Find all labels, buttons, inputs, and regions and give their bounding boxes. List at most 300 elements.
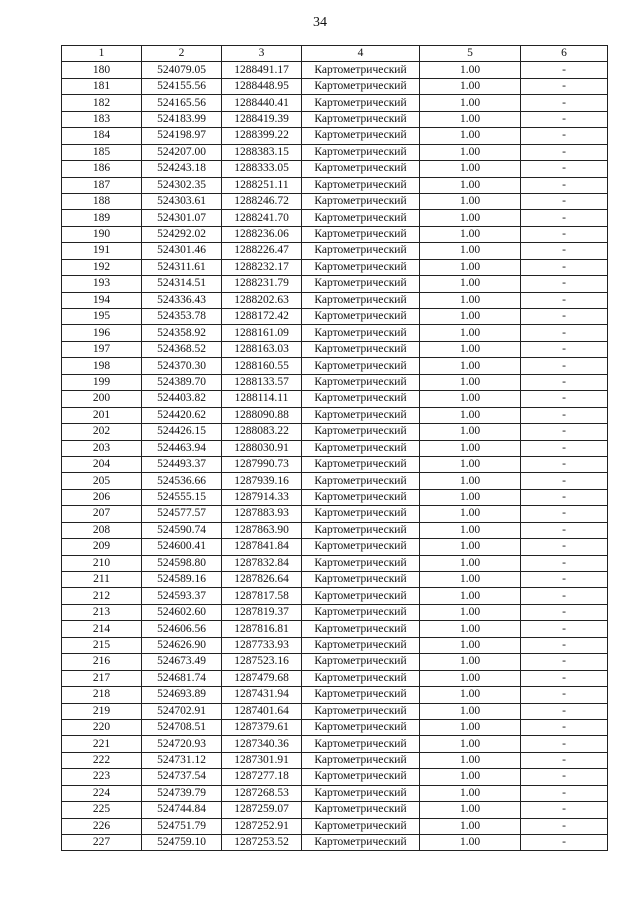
table-body [62, 62, 608, 851]
y-coordinate-cell: 1287819.37 [222, 604, 302, 620]
method-cell: Картометрический [302, 259, 420, 275]
column-header-2: 2 [142, 46, 222, 62]
table-row [62, 785, 608, 801]
note-cell: - [521, 785, 608, 801]
point-number-cell: 180 [62, 62, 142, 78]
note-cell: - [521, 835, 608, 851]
point-number-cell: 186 [62, 161, 142, 177]
table-row [62, 424, 608, 440]
y-coordinate-cell: 1287401.64 [222, 703, 302, 719]
x-coordinate-cell: 524589.16 [142, 572, 222, 588]
point-number-cell: 223 [62, 769, 142, 785]
method-cell: Картометрический [302, 654, 420, 670]
method-cell: Картометрический [302, 210, 420, 226]
method-cell: Картометрический [302, 424, 420, 440]
note-cell: - [521, 506, 608, 522]
point-number-cell: 204 [62, 456, 142, 472]
y-coordinate-cell: 1287816.81 [222, 621, 302, 637]
method-cell: Картометрический [302, 719, 420, 735]
x-coordinate-cell: 524311.61 [142, 259, 222, 275]
method-cell: Картометрический [302, 358, 420, 374]
method-cell: Картометрический [302, 506, 420, 522]
note-cell: - [521, 374, 608, 390]
accuracy-cell: 1.00 [420, 802, 521, 818]
note-cell: - [521, 719, 608, 735]
x-coordinate-cell: 524389.70 [142, 374, 222, 390]
point-number-cell: 199 [62, 374, 142, 390]
accuracy-cell: 1.00 [420, 785, 521, 801]
accuracy-cell: 1.00 [420, 358, 521, 374]
accuracy-cell: 1.00 [420, 703, 521, 719]
x-coordinate-cell: 524079.05 [142, 62, 222, 78]
method-cell: Картометрический [302, 604, 420, 620]
point-number-cell: 201 [62, 407, 142, 423]
x-coordinate-cell: 524602.60 [142, 604, 222, 620]
y-coordinate-cell: 1287340.36 [222, 736, 302, 752]
y-coordinate-cell: 1288251.11 [222, 177, 302, 193]
accuracy-cell: 1.00 [420, 473, 521, 489]
method-cell: Картометрический [302, 193, 420, 209]
y-coordinate-cell: 1288160.55 [222, 358, 302, 374]
table-row [62, 522, 608, 538]
accuracy-cell: 1.00 [420, 752, 521, 768]
method-cell: Картометрический [302, 802, 420, 818]
table-row [62, 144, 608, 160]
x-coordinate-cell: 524751.79 [142, 818, 222, 834]
note-cell: - [521, 128, 608, 144]
y-coordinate-cell: 1287990.73 [222, 456, 302, 472]
x-coordinate-cell: 524403.82 [142, 391, 222, 407]
table-row [62, 539, 608, 555]
accuracy-cell: 1.00 [420, 111, 521, 127]
x-coordinate-cell: 524165.56 [142, 95, 222, 111]
method-cell: Картометрический [302, 473, 420, 489]
x-coordinate-cell: 524626.90 [142, 637, 222, 653]
table-row [62, 687, 608, 703]
x-coordinate-cell: 524593.37 [142, 588, 222, 604]
method-cell: Картометрический [302, 440, 420, 456]
y-coordinate-cell: 1287863.90 [222, 522, 302, 538]
x-coordinate-cell: 524420.62 [142, 407, 222, 423]
y-coordinate-cell: 1288030.91 [222, 440, 302, 456]
accuracy-cell: 1.00 [420, 424, 521, 440]
point-number-cell: 195 [62, 309, 142, 325]
note-cell: - [521, 473, 608, 489]
x-coordinate-cell: 524370.30 [142, 358, 222, 374]
y-coordinate-cell: 1288172.42 [222, 309, 302, 325]
y-coordinate-cell: 1287733.93 [222, 637, 302, 653]
note-cell: - [521, 654, 608, 670]
note-cell: - [521, 111, 608, 127]
point-number-cell: 209 [62, 539, 142, 555]
point-number-cell: 190 [62, 226, 142, 242]
y-coordinate-cell: 1287301.91 [222, 752, 302, 768]
accuracy-cell: 1.00 [420, 719, 521, 735]
note-cell: - [521, 391, 608, 407]
y-coordinate-cell: 1288241.70 [222, 210, 302, 226]
note-cell: - [521, 736, 608, 752]
method-cell: Картометрический [302, 325, 420, 341]
method-cell: Картометрический [302, 309, 420, 325]
point-number-cell: 205 [62, 473, 142, 489]
table-row [62, 769, 608, 785]
note-cell: - [521, 522, 608, 538]
accuracy-cell: 1.00 [420, 161, 521, 177]
note-cell: - [521, 572, 608, 588]
method-cell: Картометрический [302, 736, 420, 752]
y-coordinate-cell: 1287268.53 [222, 785, 302, 801]
accuracy-cell: 1.00 [420, 325, 521, 341]
x-coordinate-cell: 524301.46 [142, 243, 222, 259]
x-coordinate-cell: 524155.56 [142, 78, 222, 94]
note-cell: - [521, 358, 608, 374]
y-coordinate-cell: 1288399.22 [222, 128, 302, 144]
accuracy-cell: 1.00 [420, 687, 521, 703]
note-cell: - [521, 588, 608, 604]
table-row [62, 243, 608, 259]
note-cell: - [521, 193, 608, 209]
table-row [62, 555, 608, 571]
note-cell: - [521, 539, 608, 555]
point-number-cell: 220 [62, 719, 142, 735]
note-cell: - [521, 670, 608, 686]
accuracy-cell: 1.00 [420, 818, 521, 834]
note-cell: - [521, 341, 608, 357]
table-row [62, 210, 608, 226]
point-number-cell: 218 [62, 687, 142, 703]
point-number-cell: 182 [62, 95, 142, 111]
point-number-cell: 210 [62, 555, 142, 571]
y-coordinate-cell: 1288161.09 [222, 325, 302, 341]
note-cell: - [521, 456, 608, 472]
point-number-cell: 214 [62, 621, 142, 637]
note-cell: - [521, 226, 608, 242]
y-coordinate-cell: 1288133.57 [222, 374, 302, 390]
accuracy-cell: 1.00 [420, 391, 521, 407]
y-coordinate-cell: 1287832.84 [222, 555, 302, 571]
header-row [62, 46, 608, 62]
accuracy-cell: 1.00 [420, 259, 521, 275]
y-coordinate-cell: 1287817.58 [222, 588, 302, 604]
table-row [62, 604, 608, 620]
coordinates-table [61, 45, 608, 851]
note-cell: - [521, 210, 608, 226]
accuracy-cell: 1.00 [420, 572, 521, 588]
accuracy-cell: 1.00 [420, 309, 521, 325]
y-coordinate-cell: 1287826.64 [222, 572, 302, 588]
table-row [62, 78, 608, 94]
table-row [62, 358, 608, 374]
x-coordinate-cell: 524702.91 [142, 703, 222, 719]
note-cell: - [521, 769, 608, 785]
y-coordinate-cell: 1288163.03 [222, 341, 302, 357]
y-coordinate-cell: 1287939.16 [222, 473, 302, 489]
accuracy-cell: 1.00 [420, 555, 521, 571]
y-coordinate-cell: 1288491.17 [222, 62, 302, 78]
y-coordinate-cell: 1288246.72 [222, 193, 302, 209]
y-coordinate-cell: 1287277.18 [222, 769, 302, 785]
method-cell: Картометрический [302, 374, 420, 390]
point-number-cell: 188 [62, 193, 142, 209]
table-row [62, 637, 608, 653]
point-number-cell: 213 [62, 604, 142, 620]
table-row [62, 703, 608, 719]
y-coordinate-cell: 1288333.05 [222, 161, 302, 177]
table-row [62, 670, 608, 686]
point-number-cell: 191 [62, 243, 142, 259]
table-row [62, 128, 608, 144]
table-row [62, 341, 608, 357]
table-row [62, 391, 608, 407]
method-cell: Картометрический [302, 243, 420, 259]
note-cell: - [521, 637, 608, 653]
method-cell: Картометрический [302, 621, 420, 637]
point-number-cell: 192 [62, 259, 142, 275]
accuracy-cell: 1.00 [420, 128, 521, 144]
y-coordinate-cell: 1287252.91 [222, 818, 302, 834]
table-row [62, 259, 608, 275]
point-number-cell: 184 [62, 128, 142, 144]
x-coordinate-cell: 524368.52 [142, 341, 222, 357]
method-cell: Картометрический [302, 785, 420, 801]
x-coordinate-cell: 524198.97 [142, 128, 222, 144]
note-cell: - [521, 407, 608, 423]
y-coordinate-cell: 1287259.07 [222, 802, 302, 818]
x-coordinate-cell: 524600.41 [142, 539, 222, 555]
method-cell: Картометрический [302, 177, 420, 193]
note-cell: - [521, 259, 608, 275]
x-coordinate-cell: 524353.78 [142, 309, 222, 325]
point-number-cell: 225 [62, 802, 142, 818]
column-header-5: 5 [420, 46, 521, 62]
point-number-cell: 181 [62, 78, 142, 94]
y-coordinate-cell: 1288383.15 [222, 144, 302, 160]
y-coordinate-cell: 1288419.39 [222, 111, 302, 127]
method-cell: Картометрический [302, 456, 420, 472]
table-row [62, 161, 608, 177]
accuracy-cell: 1.00 [420, 489, 521, 505]
x-coordinate-cell: 524759.10 [142, 835, 222, 851]
accuracy-cell: 1.00 [420, 539, 521, 555]
method-cell: Картометрический [302, 161, 420, 177]
accuracy-cell: 1.00 [420, 506, 521, 522]
table-header [62, 46, 608, 62]
y-coordinate-cell: 1288090.88 [222, 407, 302, 423]
table-row [62, 292, 608, 308]
point-number-cell: 217 [62, 670, 142, 686]
method-cell: Картометрический [302, 62, 420, 78]
method-cell: Картометрический [302, 276, 420, 292]
table-row [62, 818, 608, 834]
accuracy-cell: 1.00 [420, 522, 521, 538]
point-number-cell: 224 [62, 785, 142, 801]
method-cell: Картометрический [302, 226, 420, 242]
accuracy-cell: 1.00 [420, 654, 521, 670]
point-number-cell: 212 [62, 588, 142, 604]
accuracy-cell: 1.00 [420, 588, 521, 604]
point-number-cell: 207 [62, 506, 142, 522]
x-coordinate-cell: 524463.94 [142, 440, 222, 456]
table-row [62, 95, 608, 111]
x-coordinate-cell: 524598.80 [142, 555, 222, 571]
method-cell: Картометрический [302, 111, 420, 127]
accuracy-cell: 1.00 [420, 835, 521, 851]
table-row [62, 407, 608, 423]
y-coordinate-cell: 1288232.17 [222, 259, 302, 275]
method-cell: Картометрический [302, 489, 420, 505]
note-cell: - [521, 604, 608, 620]
method-cell: Картометрический [302, 637, 420, 653]
point-number-cell: 194 [62, 292, 142, 308]
x-coordinate-cell: 524739.79 [142, 785, 222, 801]
x-coordinate-cell: 524720.93 [142, 736, 222, 752]
x-coordinate-cell: 524292.02 [142, 226, 222, 242]
accuracy-cell: 1.00 [420, 193, 521, 209]
method-cell: Картометрический [302, 128, 420, 144]
y-coordinate-cell: 1287883.93 [222, 506, 302, 522]
method-cell: Картометрический [302, 407, 420, 423]
table-row [62, 374, 608, 390]
method-cell: Картометрический [302, 835, 420, 851]
table-row [62, 276, 608, 292]
point-number-cell: 203 [62, 440, 142, 456]
note-cell: - [521, 802, 608, 818]
table-row [62, 506, 608, 522]
note-cell: - [521, 489, 608, 505]
method-cell: Картометрический [302, 144, 420, 160]
page-number: 34 [313, 15, 327, 30]
method-cell: Картометрический [302, 769, 420, 785]
x-coordinate-cell: 524426.15 [142, 424, 222, 440]
accuracy-cell: 1.00 [420, 276, 521, 292]
point-number-cell: 211 [62, 572, 142, 588]
y-coordinate-cell: 1287479.68 [222, 670, 302, 686]
accuracy-cell: 1.00 [420, 341, 521, 357]
note-cell: - [521, 276, 608, 292]
x-coordinate-cell: 524555.15 [142, 489, 222, 505]
table-row [62, 588, 608, 604]
point-number-cell: 206 [62, 489, 142, 505]
x-coordinate-cell: 524536.66 [142, 473, 222, 489]
point-number-cell: 200 [62, 391, 142, 407]
note-cell: - [521, 78, 608, 94]
x-coordinate-cell: 524590.74 [142, 522, 222, 538]
method-cell: Картометрический [302, 687, 420, 703]
method-cell: Картометрический [302, 752, 420, 768]
y-coordinate-cell: 1287914.33 [222, 489, 302, 505]
method-cell: Картометрический [302, 670, 420, 686]
note-cell: - [521, 621, 608, 637]
accuracy-cell: 1.00 [420, 374, 521, 390]
x-coordinate-cell: 524314.51 [142, 276, 222, 292]
method-cell: Картометрический [302, 292, 420, 308]
accuracy-cell: 1.00 [420, 604, 521, 620]
accuracy-cell: 1.00 [420, 177, 521, 193]
method-cell: Картометрический [302, 391, 420, 407]
y-coordinate-cell: 1288114.11 [222, 391, 302, 407]
method-cell: Картометрический [302, 522, 420, 538]
point-number-cell: 221 [62, 736, 142, 752]
y-coordinate-cell: 1288448.95 [222, 78, 302, 94]
note-cell: - [521, 161, 608, 177]
accuracy-cell: 1.00 [420, 621, 521, 637]
x-coordinate-cell: 524693.89 [142, 687, 222, 703]
method-cell: Картометрический [302, 818, 420, 834]
x-coordinate-cell: 524183.99 [142, 111, 222, 127]
method-cell: Картометрический [302, 78, 420, 94]
method-cell: Картометрический [302, 703, 420, 719]
x-coordinate-cell: 524681.74 [142, 670, 222, 686]
table-row [62, 456, 608, 472]
note-cell: - [521, 309, 608, 325]
accuracy-cell: 1.00 [420, 78, 521, 94]
x-coordinate-cell: 524577.57 [142, 506, 222, 522]
note-cell: - [521, 177, 608, 193]
table-row [62, 62, 608, 78]
table-row [62, 752, 608, 768]
accuracy-cell: 1.00 [420, 62, 521, 78]
table-row [62, 802, 608, 818]
table-row [62, 719, 608, 735]
point-number-cell: 185 [62, 144, 142, 160]
accuracy-cell: 1.00 [420, 292, 521, 308]
point-number-cell: 208 [62, 522, 142, 538]
table-row [62, 111, 608, 127]
point-number-cell: 216 [62, 654, 142, 670]
y-coordinate-cell: 1287379.61 [222, 719, 302, 735]
x-coordinate-cell: 524737.54 [142, 769, 222, 785]
x-coordinate-cell: 524243.18 [142, 161, 222, 177]
point-number-cell: 227 [62, 835, 142, 851]
accuracy-cell: 1.00 [420, 407, 521, 423]
note-cell: - [521, 703, 608, 719]
note-cell: - [521, 818, 608, 834]
table-row [62, 440, 608, 456]
x-coordinate-cell: 524744.84 [142, 802, 222, 818]
method-cell: Картометрический [302, 539, 420, 555]
x-coordinate-cell: 524302.35 [142, 177, 222, 193]
y-coordinate-cell: 1287841.84 [222, 539, 302, 555]
point-number-cell: 202 [62, 424, 142, 440]
table-row [62, 226, 608, 242]
y-coordinate-cell: 1288226.47 [222, 243, 302, 259]
x-coordinate-cell: 524673.49 [142, 654, 222, 670]
note-cell: - [521, 62, 608, 78]
note-cell: - [521, 424, 608, 440]
accuracy-cell: 1.00 [420, 95, 521, 111]
table-row [62, 309, 608, 325]
table-row [62, 177, 608, 193]
column-header-3: 3 [222, 46, 302, 62]
note-cell: - [521, 144, 608, 160]
method-cell: Картометрический [302, 95, 420, 111]
y-coordinate-cell: 1288236.06 [222, 226, 302, 242]
accuracy-cell: 1.00 [420, 243, 521, 259]
point-number-cell: 215 [62, 637, 142, 653]
x-coordinate-cell: 524731.12 [142, 752, 222, 768]
y-coordinate-cell: 1287431.94 [222, 687, 302, 703]
y-coordinate-cell: 1287523.16 [222, 654, 302, 670]
accuracy-cell: 1.00 [420, 670, 521, 686]
accuracy-cell: 1.00 [420, 637, 521, 653]
note-cell: - [521, 325, 608, 341]
x-coordinate-cell: 524493.37 [142, 456, 222, 472]
note-cell: - [521, 95, 608, 111]
note-cell: - [521, 555, 608, 571]
x-coordinate-cell: 524358.92 [142, 325, 222, 341]
accuracy-cell: 1.00 [420, 226, 521, 242]
accuracy-cell: 1.00 [420, 736, 521, 752]
